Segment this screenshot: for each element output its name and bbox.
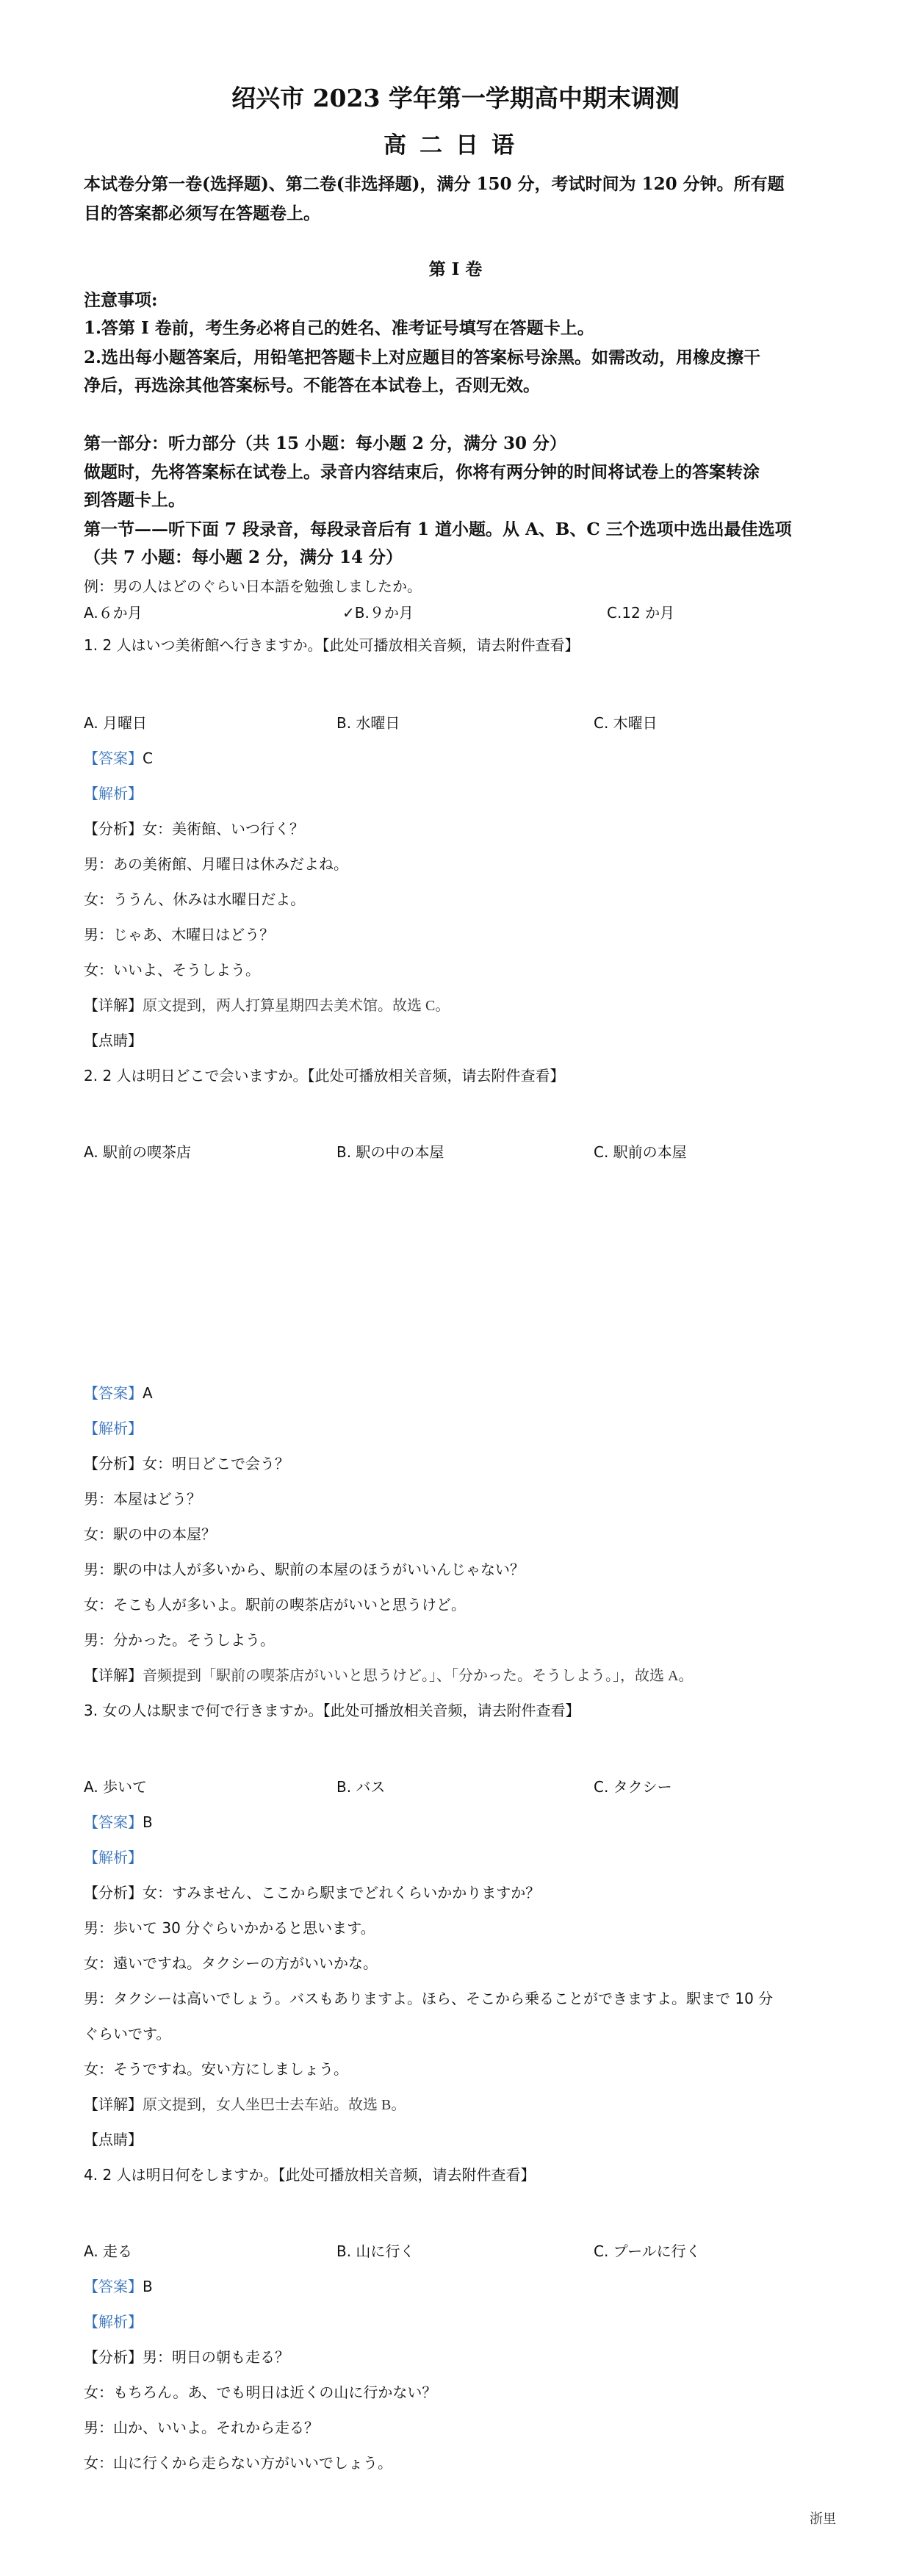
question-4-stem: 4. 2 人は明日何をしますか。【此处可播放相关音频，请去附件查看】 xyxy=(84,2166,536,2184)
example-option-a: A.６か月 xyxy=(84,604,143,622)
question-1-dialogue-1: 【分析】女：美術館、いつ行く？ xyxy=(84,820,304,838)
question-3-stem: 3. 女の人は駅まで何で行きますか。【此处可播放相关音频，请去附件查看】 xyxy=(84,1702,580,1719)
notes-item-2-line-1: 2.选出每小题答案后，用铅笔把答题卡上对应题目的答案标号涂黑。如需改动，用橡皮擦干 xyxy=(84,348,761,367)
part1-line-2: 到答题卡上。 xyxy=(84,490,185,510)
question-4-option-c: C. プールに行く xyxy=(594,2242,701,2260)
question-3-dialogue-2: 男：歩いて 30 分ぐらいかかると思います。 xyxy=(84,1919,375,1937)
page-subtitle: 高二日语 xyxy=(384,132,527,159)
question-2-analysis-label: 【解析】 xyxy=(84,1420,143,1437)
question-3-dialogue-4: 男：タクシーは高いでしょう。バスもありますよ。ほら、そこから乗ることができますよ。駅まで 10 分 xyxy=(84,1990,774,2007)
question-3-answer: 【答案】B xyxy=(84,1813,153,1831)
question-2-option-c: C. 駅前の本屋 xyxy=(594,1143,687,1161)
question-3-option-b: B. バス xyxy=(336,1778,386,1796)
question-4-dialogue-3: 男：山か、いいよ。それから走る？ xyxy=(84,2419,319,2436)
question-3-analysis-label: 【解析】 xyxy=(84,1849,143,1866)
question-4-dialogue-4: 女：山に行くから走らない方がいいでしょう。 xyxy=(84,2454,392,2472)
part1-line-1: 做题时，先将答案标在试卷上。录音内容结束后，你将有两分钟的时间将试卷上的答案转涂 xyxy=(84,462,760,482)
question-1-stem: 1. 2 人はいつ美術館へ行きますか。【此处可播放相关音频，请去附件查看】 xyxy=(84,636,580,654)
question-3-dialogue-1: 【分析】女：すみません、ここから駅までどれくらいかかりますか？ xyxy=(84,1884,541,1902)
question-4-answer: 【答案】B xyxy=(84,2278,153,2295)
part1-heading: 第一部分：听力部分（共 15 小题：每小题 2 分，满分 30 分） xyxy=(84,433,567,453)
intro-line-2: 目的答案都必须写在答题卷上。 xyxy=(84,204,320,223)
section1-line-2: （共 7 小题：每小题 2 分，满分 14 分） xyxy=(84,547,403,567)
question-2-dialogue-2: 男：本屋はどう？ xyxy=(84,1490,201,1508)
question-4-dialogue-1: 【分析】男：明日の朝も走る？ xyxy=(84,2348,289,2366)
question-3-dialogue-6: 女：そうですね。安い方にしましょう。 xyxy=(84,2060,348,2078)
question-2-stem: 2. 2 人は明日どこで会いますか。【此处可播放相关音频，请去附件查看】 xyxy=(84,1067,565,1084)
question-1-dialogue-2: 男：あの美術館、月曜日は休みだよね。 xyxy=(84,855,348,873)
notes-item-1: 1.答第 I 卷前，考生务必将自己的姓名、准考证号填写在答题卡上。 xyxy=(84,318,594,338)
question-4-dialogue-2: 女：もちろん。あ、でも明日は近くの山に行かない？ xyxy=(84,2383,437,2401)
question-3-dialogue-3: 女：遠いですね。タクシーの方がいいかな。 xyxy=(84,1954,378,1972)
question-2-detail: 【详解】音频提到「駅前の喫茶店がいいと思うけど。」、「分かった。そうしよう。」，故选 A。 xyxy=(84,1666,694,1684)
question-2-dialogue-1: 【分析】女：明日どこで会う？ xyxy=(84,1455,289,1472)
question-2-answer: 【答案】A xyxy=(84,1384,153,1402)
question-1-dialogue-4: 男：じゃあ、木曜日はどう？ xyxy=(84,926,275,943)
question-2-dialogue-6: 男：分かった。そうしよう。 xyxy=(84,1631,275,1649)
question-1-option-c: C. 木曜日 xyxy=(594,714,658,732)
question-1-option-a: A. 月曜日 xyxy=(84,714,148,732)
question-2-option-a: A. 駅前の喫茶店 xyxy=(84,1143,192,1161)
question-3-option-a: A. 歩いて xyxy=(84,1778,148,1796)
example-option-b: ✓B.９か月 xyxy=(342,604,414,622)
question-4-analysis-label: 【解析】 xyxy=(84,2313,143,2331)
question-3-detail: 【详解】原文提到，女人坐巴士去车站。故选 B。 xyxy=(84,2095,406,2113)
section1-line-1: 第一节——听下面 7 段录音，每段录音后有 1 道小题。从 A、B、C 三个选项中选出最佳选项 xyxy=(84,519,792,539)
question-3-option-c: C. タクシー xyxy=(594,1778,672,1796)
intro-line-1: 本试卷分第一卷(选择题)、第二卷(非选择题)，满分 150 分，考试时间为 120 分钟。所有题 xyxy=(84,174,785,194)
question-1-analysis-label: 【解析】 xyxy=(84,785,143,802)
question-4-option-b: B. 山に行く xyxy=(336,2242,415,2260)
question-1-dialogue-5: 女：いいよ、そうしよう。 xyxy=(84,961,260,979)
question-1-detail: 【详解】原文提到，两人打算星期四去美术馆。故选 C。 xyxy=(84,996,450,1014)
question-3-dialogue-5: ぐらいです。 xyxy=(84,2025,171,2043)
question-2-dialogue-3: 女：駅の中の本屋？ xyxy=(84,1525,216,1543)
question-2-dialogue-4: 男：駅の中は人が多いから、駅前の本屋のほうがいいんじゃない？ xyxy=(84,1561,525,1578)
footer-mark: 浙里 xyxy=(810,2511,836,2527)
notes-heading: 注意事项: xyxy=(84,290,158,310)
question-3-dianjing: 【点睛】 xyxy=(84,2131,143,2148)
notes-item-2-line-2: 净后，再选涂其他答案标号。不能答在本试卷上，否则无效。 xyxy=(84,375,540,395)
question-1-dianjing: 【点睛】 xyxy=(84,1032,143,1049)
question-2-option-b: B. 駅の中の本屋 xyxy=(336,1143,444,1161)
example-option-c: C.12 か月 xyxy=(607,604,675,622)
question-1-answer: 【答案】C xyxy=(84,749,153,767)
question-1-option-b: B. 水曜日 xyxy=(336,714,400,732)
question-2-dialogue-5: 女：そこも人が多いよ。駅前の喫茶店がいいと思うけど。 xyxy=(84,1596,466,1613)
question-4-option-a: A. 走る xyxy=(84,2242,133,2260)
example-question: 例：男の人はどのぐらい日本語を勉強しましたか。 xyxy=(84,578,422,595)
volume-title: 第 I 卷 xyxy=(428,259,483,279)
page-title: 绍兴市 2023 学年第一学期高中期末调测 xyxy=(231,84,680,112)
question-1-dialogue-3: 女：ううん、休みは水曜日だよ。 xyxy=(84,891,306,908)
